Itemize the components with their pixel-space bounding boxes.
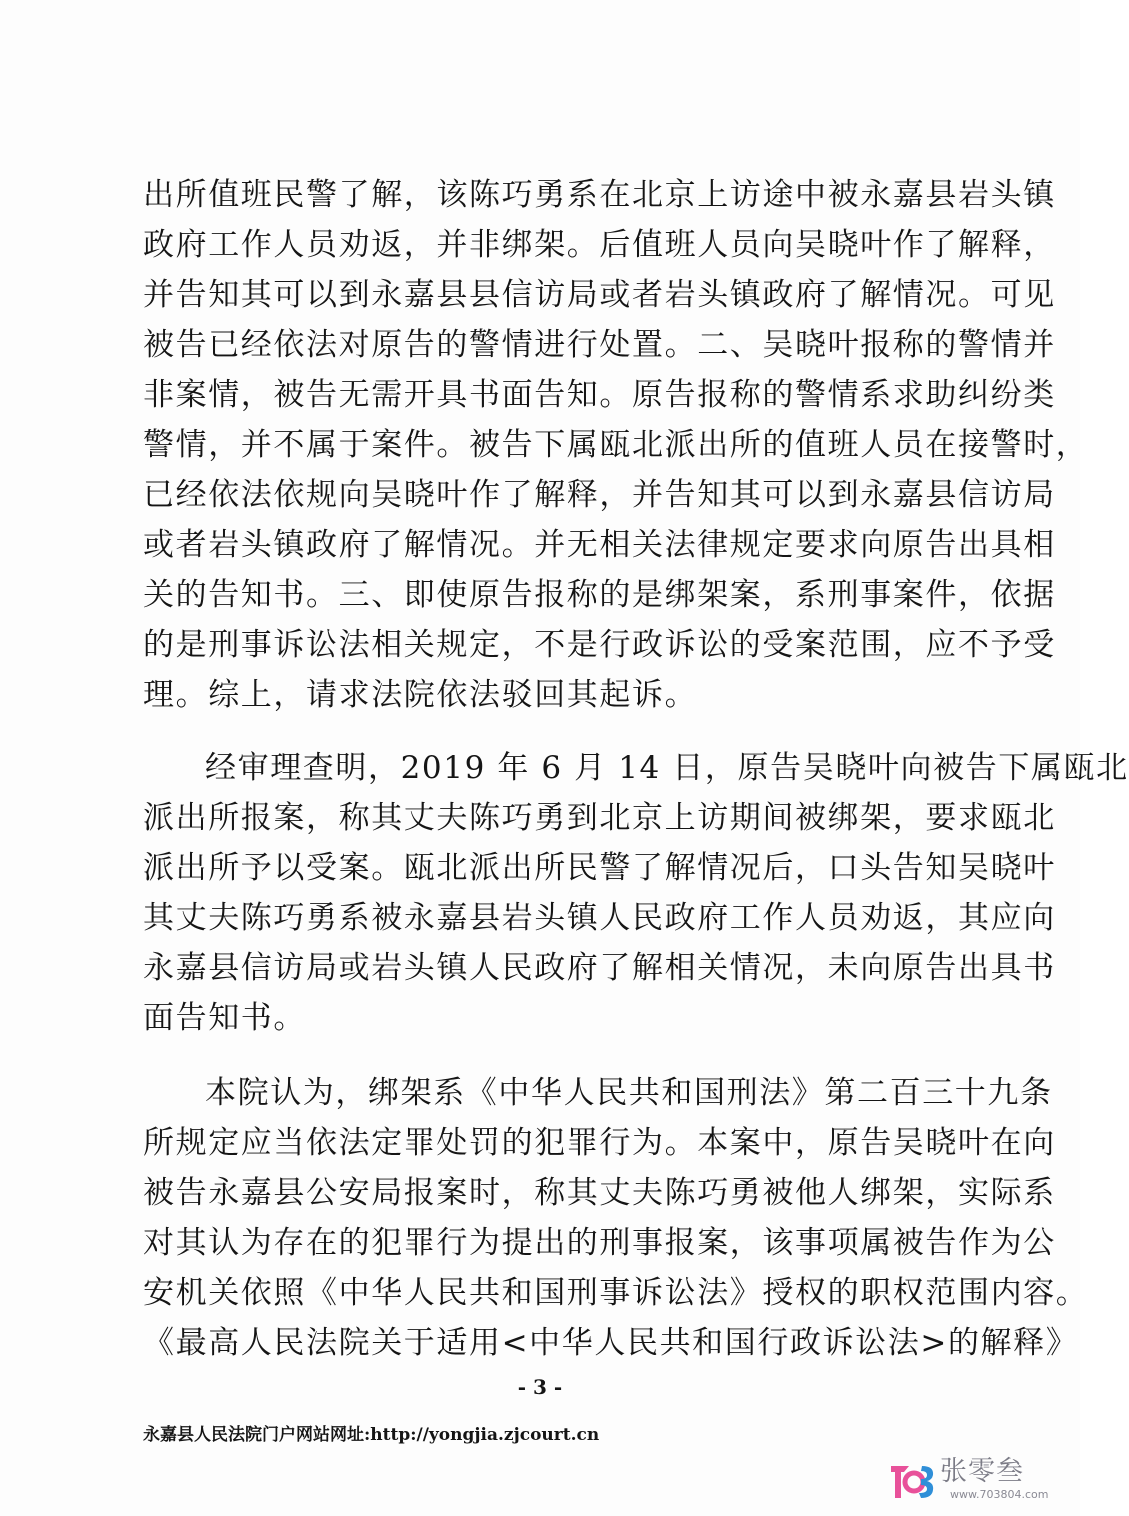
text-line-4: 被告已经依法对原告的警情进行处置。二、吴晓叶报称的警情并 xyxy=(143,327,1056,363)
text-line-10: 的是刑事诉讼法相关规定，不是行政诉讼的受案范围，应不予受 xyxy=(143,627,1056,663)
text-line-9: 关的告知书。三、即使原告报称的是绑架案，系刑事案件，依据 xyxy=(143,577,1056,613)
text-line-23: 《最高人民法院关于适用<中华人民共和国行政诉讼法>的解释》 xyxy=(143,1325,1079,1361)
text-line-18: 本院认为，绑架系《中华人民共和国刑法》第二百三十九条 xyxy=(205,1075,1053,1111)
text-line-8: 或者岩头镇政府了解情况。并无相关法律规定要求向原告出具相 xyxy=(143,527,1056,563)
text-line-7: 已经依法依规向吴晓叶作了解释，并告知其可以到永嘉县信访局 xyxy=(143,477,1056,513)
watermark-name: 张零叁 xyxy=(940,1456,1024,1487)
text-line-13: 派出所报案，称其丈夫陈巧勇到北京上访期间被绑架，要求瓯北 xyxy=(143,800,1056,836)
text-line-21: 对其认为存在的犯罪行为提出的刑事报案，该事项属被告作为公 xyxy=(143,1225,1056,1261)
text-line-5: 非案情，被告无需开具书面告知。原告报称的警情系求助纠纷类 xyxy=(143,377,1056,413)
text-line-1: 出所值班民警了解，该陈巧勇系在北京上访途中被永嘉县岩头镇 xyxy=(143,177,1056,213)
text-line-6: 警情，并不属于案件。被告下属瓯北派出所的值班人员在接警时， xyxy=(143,427,1089,463)
footer-website: 永嘉县人民法院门户网站网址:http://yongjia.zjcourt.cn xyxy=(143,1425,600,1445)
watermark-url: www.703804.com xyxy=(950,1488,1049,1501)
text-line-16: 永嘉县信访局或岩头镇人民政府了解相关情况，未向原告出具书 xyxy=(143,950,1056,986)
page-number: - 3 - xyxy=(517,1375,563,1399)
text-line-22: 安机关依照《中华人民共和国刑事诉讼法》授权的职权范围内容。 xyxy=(143,1275,1089,1311)
text-line-2: 政府工作人员劝返，并非绑架。后值班人员向吴晓叶作了解释， xyxy=(143,227,1056,263)
text-line-15: 其丈夫陈巧勇系被永嘉县岩头镇人民政府工作人员劝返，其应向 xyxy=(143,900,1056,936)
text-line-14: 派出所予以受案。瓯北派出所民警了解情况后，口头告知吴晓叶 xyxy=(143,850,1056,886)
text-line-3: 并告知其可以到永嘉县县信访局或者岩头镇政府了解情况。可见 xyxy=(143,277,1056,313)
text-line-19: 所规定应当依法定罪处罚的犯罪行为。本案中，原告吴晓叶在向 xyxy=(143,1125,1056,1161)
watermark xyxy=(888,1456,1064,1506)
text-line-11: 理。综上，请求法院依法驳回其起诉。 xyxy=(143,677,698,713)
text-line-17: 面告知书。 xyxy=(143,1000,306,1036)
text-line-20: 被告永嘉县公安局报案时，称其丈夫陈巧勇被他人绑架，实际系 xyxy=(143,1175,1056,1211)
watermark-logo-icon xyxy=(888,1458,936,1504)
text-line-12: 经审理查明，2019 年 6 月 14 日，原告吴晓叶向被告下属瓯北 xyxy=(205,750,1129,786)
